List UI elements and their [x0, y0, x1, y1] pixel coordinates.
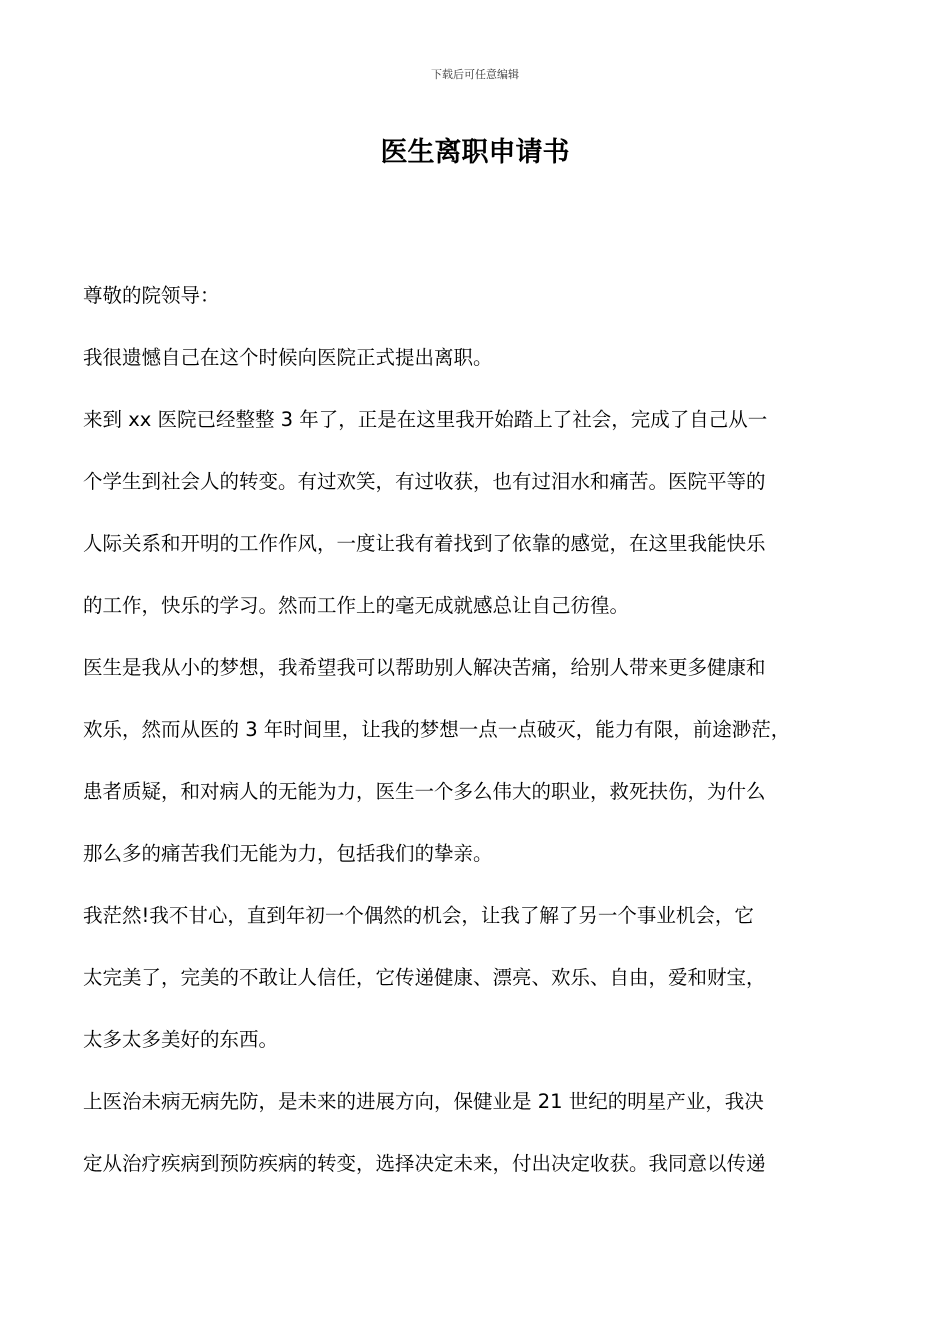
- body-line: 个学生到社会人的转变。有过欢笑，有过收获，也有过泪水和痛苦。医院平等的: [83, 470, 766, 493]
- document-title: 医生离职申请书: [380, 137, 570, 168]
- salutation: 尊敬的院领导：: [83, 284, 220, 307]
- body-line: 我茫然!我不甘心，直到年初一个偶然的机会，让我了解了另一个事业机会，它: [83, 904, 754, 927]
- letter-body: [83, 280, 873, 1180]
- body-line: 人际关系和开明的工作作风，一度让我有着找到了依靠的感觉，在这里我能快乐: [83, 532, 766, 555]
- body-line: 那么多的痛苦我们无能为力，包括我们的挚亲。: [83, 842, 493, 865]
- body-line: 我很遗憾自己在这个时候向医院正式提出离职。: [83, 346, 493, 369]
- body-line: 来到 xx 医院已经整整 3 年了，正是在这里我开始踏上了社会，完成了自己从一: [83, 408, 768, 431]
- body-line: 的工作，快乐的学习。然而工作上的毫无成就感总让自己彷徨。: [83, 594, 630, 617]
- body-line: 医生是我从小的梦想，我希望我可以帮助别人解决苦痛，给别人带来更多健康和: [83, 656, 766, 679]
- body-line: 太完美了，完美的不敢让人信任，它传递健康、漂亮、欢乐、自由，爱和财宝，: [83, 966, 766, 989]
- body-line: 欢乐，然而从医的 3 年时间里，让我的梦想一点一点破灭，能力有限，前途渺茫，: [83, 718, 791, 741]
- body-line: 太多太多美好的东西。: [83, 1028, 279, 1051]
- body-line: 定从治疗疾病到预防疾病的转变，选择决定未来，付出决定收获。我同意以传递: [83, 1152, 766, 1175]
- body-line: 患者质疑，和对病人的无能为力，医生一个多么伟大的职业，救死扶伤，为什么: [83, 780, 766, 803]
- header-note: 下载后可任意编辑: [431, 68, 519, 81]
- body-line: 上医治未病无病先防，是未来的进展方向，保健业是 21 世纪的明星产业，我决: [83, 1090, 764, 1113]
